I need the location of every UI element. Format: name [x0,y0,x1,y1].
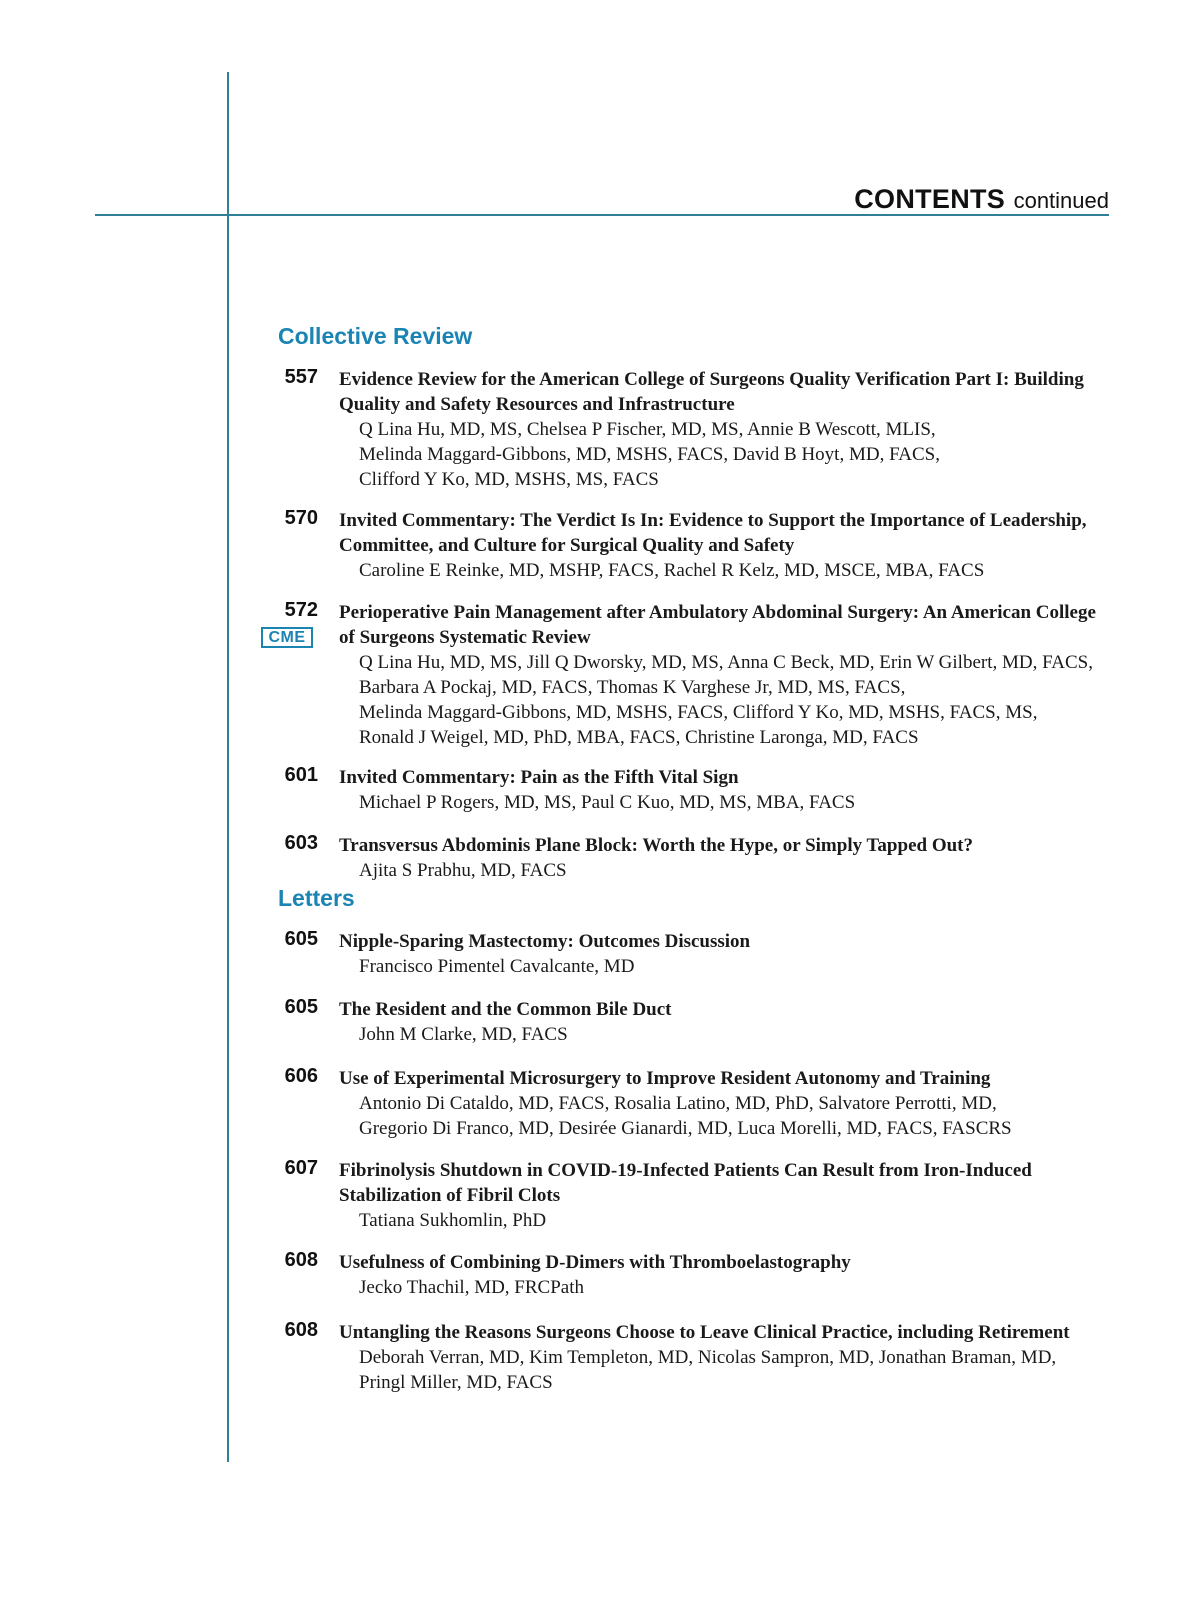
article-title-line: Fibrinolysis Shutdown in COVID-19-Infected Patients Can Result from Iron-Induced [339,1160,1032,1181]
header-subtitle: continued [1013,188,1109,213]
toc-entry[interactable] [270,1250,1110,1300]
vertical-rule [227,72,229,1462]
article-title-line: Invited Commentary: The Verdict Is In: Evidence to Support the Importance of Leadership, [339,510,1087,531]
article-title-line: Untangling the Reasons Surgeons Choose to Leave Clinical Practice, including Retirement [339,1322,1070,1343]
toc-entry[interactable] [270,1320,1110,1395]
author-line: Francisco Pimentel Cavalcante, MD [359,956,635,977]
author-line: Antonio Di Cataldo, MD, FACS, Rosalia Latino, MD, PhD, Salvatore Perrotti, MD, [359,1093,997,1114]
author-line: Caroline E Reinke, MD, MSHP, FACS, Rachel R Kelz, MD, MSCE, MBA, FACS [359,560,985,581]
article-title-line: The Resident and the Common Bile Duct [339,999,672,1020]
article-title-line: Committee, and Culture for Surgical Quality and Safety [339,535,795,556]
article-title-line: Nipple-Sparing Mastectomy: Outcomes Discussion [339,931,751,952]
article-title-line: Perioperative Pain Management after Ambulatory Abdominal Surgery: An American College [339,602,1096,623]
page-header [854,184,1109,215]
page-number: 608 [284,1249,318,1271]
author-line: Gregorio Di Franco, MD, Desirée Gianardi, MD, Luca Morelli, MD, FACS, FASCRS [359,1118,1012,1139]
author-line: Tatiana Sukhomlin, PhD [359,1210,547,1231]
toc-entry[interactable] [270,508,1110,583]
article-title-line: Transversus Abdominis Plane Block: Worth the Hype, or Simply Tapped Out? [339,835,973,856]
toc-entry[interactable] [270,997,1110,1047]
page-number: 608 [284,1319,318,1341]
toc-entry[interactable] [270,1066,1110,1141]
page-number: 606 [284,1065,318,1087]
author-line: Michael P Rogers, MD, MS, Paul C Kuo, MD, MS, MBA, FACS [359,792,856,813]
page-number: 607 [284,1157,318,1179]
toc-entry[interactable] [270,1158,1110,1233]
page-number: 603 [284,832,318,854]
section-heading: Letters [278,885,355,911]
author-line: Q Lina Hu, MD, MS, Chelsea P Fischer, MD, MS, Annie B Wescott, MLIS, [359,419,936,440]
article-title-line: Invited Commentary: Pain as the Fifth Vital Sign [339,767,739,788]
article-title-line: Stabilization of Fibril Clots [339,1185,561,1206]
author-line: Barbara A Pockaj, MD, FACS, Thomas K Varghese Jr, MD, MS, FACS, [359,677,906,698]
page-number: 605 [284,996,318,1018]
cme-badge: CME [261,627,313,648]
author-line: Jecko Thachil, MD, FRCPath [359,1277,585,1298]
page-number: 601 [284,764,318,786]
toc-entry[interactable] [270,929,1110,979]
author-line: John M Clarke, MD, FACS [359,1024,568,1045]
article-title-line: Usefulness of Combining D-Dimers with Thromboelastography [339,1252,851,1273]
article-title-line: of Surgeons Systematic Review [339,627,591,648]
page-number: 572 [284,599,318,621]
author-line: Ajita S Prabhu, MD, FACS [359,860,567,881]
toc-entry[interactable] [270,833,1110,883]
toc-entry[interactable] [270,765,1110,815]
article-title-line: Quality and Safety Resources and Infrastructure [339,394,735,415]
header-title: CONTENTS [854,184,1006,214]
author-line: Ronald J Weigel, MD, PhD, MBA, FACS, Christine Laronga, MD, FACS [359,727,919,748]
section-heading: Collective Review [278,323,473,349]
author-line: Melinda Maggard-Gibbons, MD, MSHS, FACS, David B Hoyt, MD, FACS, [359,444,940,465]
author-line: Melinda Maggard-Gibbons, MD, MSHS, FACS, Clifford Y Ko, MD, MSHS, FACS, MS, [359,702,1038,723]
author-line: Deborah Verran, MD, Kim Templeton, MD, Nicolas Sampron, MD, Jonathan Braman, MD, [359,1347,1057,1368]
page-number: 605 [284,928,318,950]
toc-entry[interactable] [270,600,1110,750]
page-number: 570 [284,507,318,529]
author-line: Q Lina Hu, MD, MS, Jill Q Dworsky, MD, MS, Anna C Beck, MD, Erin W Gilbert, MD, FACS, [359,652,1093,673]
article-title-line: Use of Experimental Microsurgery to Improve Resident Autonomy and Training [339,1068,991,1089]
author-line: Pringl Miller, MD, FACS [359,1372,553,1393]
article-title-line: Evidence Review for the American College of Surgeons Quality Verification Part I: Building [339,369,1084,390]
toc-entry[interactable] [270,367,1110,492]
page-number: 557 [284,366,318,388]
author-line: Clifford Y Ko, MD, MSHS, MS, FACS [359,469,659,490]
